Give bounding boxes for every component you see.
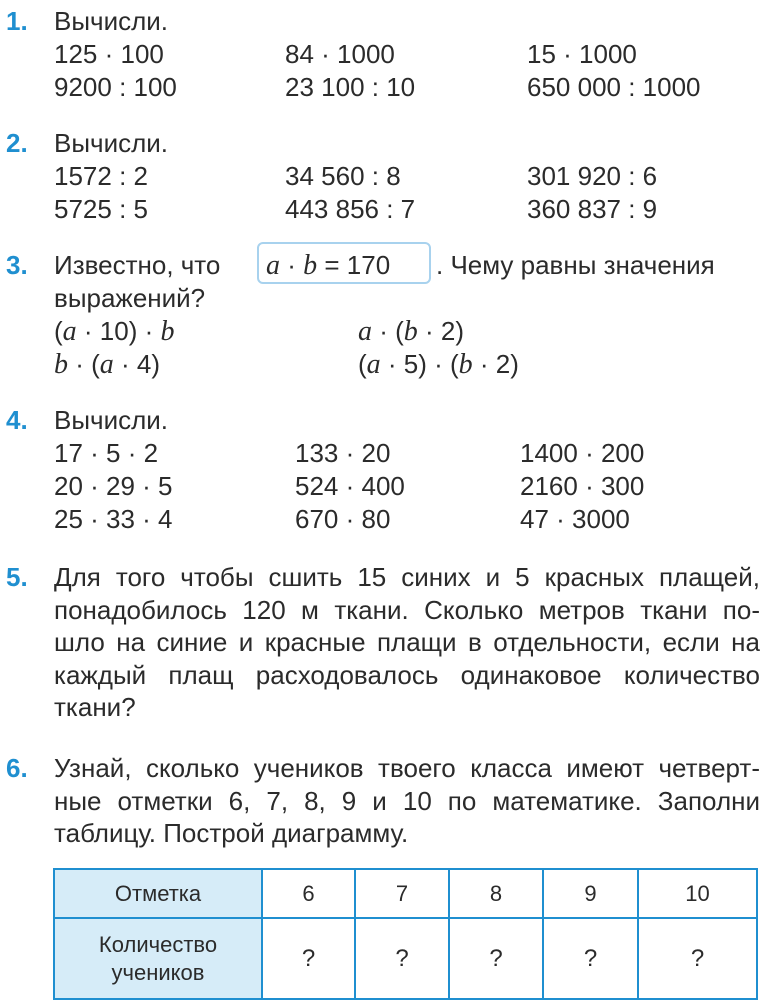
table-cell-grade: 9 bbox=[543, 869, 638, 918]
task3-expression: a · (b · 2) bbox=[358, 316, 464, 347]
task4-number: 4. bbox=[6, 405, 28, 435]
condition-equation: a · b = 170 bbox=[266, 250, 391, 281]
task4-expression: 670 · 80 bbox=[295, 504, 391, 534]
task2-expression: 34 560 : 8 bbox=[285, 161, 401, 191]
table-cell-grade: 6 bbox=[262, 869, 355, 918]
task1-expression: 650 000 : 1000 bbox=[527, 72, 701, 102]
grades-table bbox=[53, 868, 758, 1000]
table-cell-grade: 7 bbox=[355, 869, 449, 918]
task3-text: . Чему равны значения bbox=[436, 250, 715, 280]
task3-number: 3. bbox=[6, 250, 28, 280]
task2-number: 2. bbox=[6, 128, 28, 158]
task3-text: Известно, что bbox=[54, 250, 221, 280]
table-header-grade: Отметка bbox=[54, 869, 262, 918]
task3-expression: (a · 10) · b bbox=[54, 316, 175, 347]
task1-number: 1. bbox=[6, 6, 28, 36]
table-cell-count[interactable]: ? bbox=[638, 918, 757, 999]
table-cell-count[interactable]: ? bbox=[543, 918, 638, 999]
task2-title: Вычисли. bbox=[54, 128, 169, 158]
task2-expression: 301 920 : 6 bbox=[527, 161, 658, 191]
table-header-count: Количество учеников bbox=[54, 918, 262, 999]
task2-expression: 5725 : 5 bbox=[54, 194, 148, 224]
task2-expression: 1572 : 2 bbox=[54, 161, 148, 191]
task6-number: 6. bbox=[6, 753, 28, 783]
task4-expression: 1400 · 200 bbox=[520, 438, 645, 468]
table-cell-count[interactable]: ? bbox=[262, 918, 355, 999]
task1-expression: 125 · 100 bbox=[54, 39, 164, 69]
task1-expression: 15 · 1000 bbox=[527, 39, 637, 69]
table-cell-count[interactable]: ? bbox=[355, 918, 449, 999]
task6-text: Узнай, сколько учеников твоего класса имеют четверт- ные отметки 6, 7, 8, 9 и 10 по математике. Заполни таблицу. Построй диаграмму. bbox=[54, 753, 760, 849]
task1-expression: 23 100 : 10 bbox=[285, 72, 416, 102]
task3-text: выражений? bbox=[54, 283, 206, 313]
task3-expression: (a · 5) · (b · 2) bbox=[358, 349, 519, 380]
task4-expression: 133 · 20 bbox=[295, 438, 391, 468]
table-cell-grade: 8 bbox=[449, 869, 543, 918]
task4-expression: 2160 · 300 bbox=[520, 471, 645, 501]
table-row-counts bbox=[54, 918, 757, 999]
task4-expression: 17 · 5 · 2 bbox=[54, 438, 159, 468]
task4-expression: 524 · 400 bbox=[295, 471, 405, 501]
task3-expression: b · (a · 4) bbox=[54, 349, 160, 380]
table-cell-count[interactable]: ? bbox=[449, 918, 543, 999]
task4-expression: 47 · 3000 bbox=[520, 504, 630, 534]
task1-expression: 9200 : 100 bbox=[54, 72, 177, 102]
task1-expression: 84 · 1000 bbox=[285, 39, 395, 69]
task2-expression: 360 837 : 9 bbox=[527, 194, 658, 224]
task5-number: 5. bbox=[6, 562, 28, 592]
task4-expression: 25 · 33 · 4 bbox=[54, 504, 173, 534]
table-cell-grade: 10 bbox=[638, 869, 757, 918]
table-row-grades bbox=[54, 869, 757, 918]
task1-title: Вычисли. bbox=[54, 6, 169, 36]
task4-title: Вычисли. bbox=[54, 405, 169, 435]
task4-expression: 20 · 29 · 5 bbox=[54, 471, 173, 501]
task2-expression: 443 856 : 7 bbox=[285, 194, 416, 224]
task5-text: Для того чтобы сшить 15 синих и 5 красных плащей, понадобилось 120 м ткани. Сколько метров ткани по- шло на синие и красные плащи в отдельности, если на каждый плащ расходовалось одинаковое количество ткани? bbox=[54, 562, 760, 723]
